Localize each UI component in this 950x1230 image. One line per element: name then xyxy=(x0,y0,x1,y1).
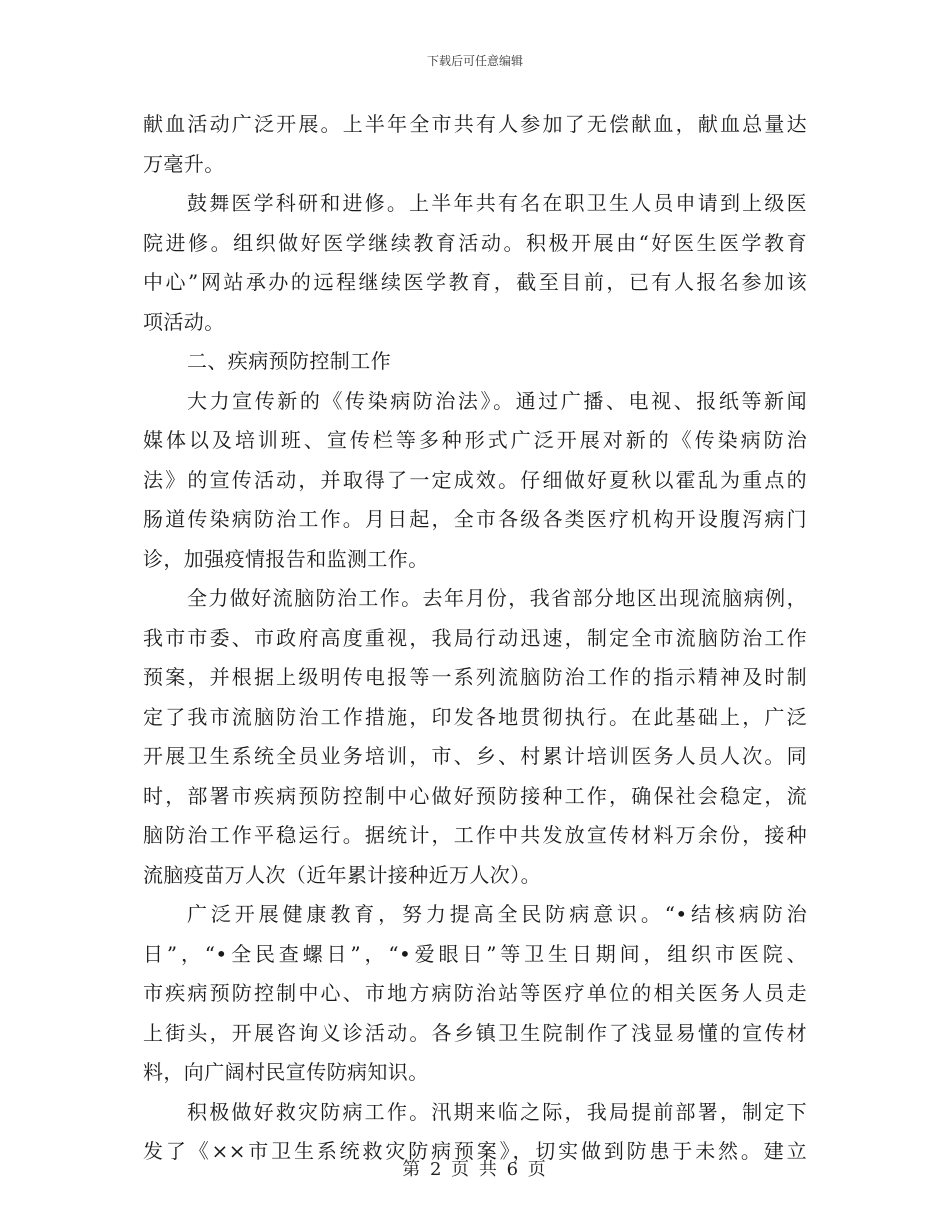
text-line: 流脑疫苗万人次（近年累计接种近万人次）。 xyxy=(143,862,541,887)
page-header: 下载后可任意编辑 xyxy=(426,54,523,68)
text-line: 媒体以及培训班、宣传栏等多种形式广泛开展对新的《传染病防治 xyxy=(143,428,807,452)
text-line: 开展卫生系统全员业务培训，市、乡、村累计培训医务人员人次。同 xyxy=(143,744,807,768)
text-line: 项活动。 xyxy=(143,309,225,334)
text-line: 法》的宣传活动，并取得了一定成效。仔细做好夏秋以霍乱为重点的 xyxy=(143,467,807,492)
text-line: 日”，“•全民查螺日”，“•爱眼日”等卫生日期间，组织市医院、 xyxy=(143,941,807,966)
text-line: 预案，并根据上级明传电报等一系列流脑防治工作的指示精神及时制 xyxy=(143,665,807,689)
text-line: 万毫升。 xyxy=(143,151,225,176)
text-line: 我市市委、市政府高度重视，我局行动迅速，制定全市流脑防治工作 xyxy=(143,625,807,650)
text-line: 鼓舞医学科研和进修。上半年共有名在职卫生人员申请到上级医 xyxy=(187,191,807,215)
text-line: 中心”网站承办的远程继续医学教育，截至目前，已有人报名参加该 xyxy=(143,270,807,294)
text-line: 肠道传染病防治工作。月日起，全市各级各类医疗机构开设腹泻病门 xyxy=(143,507,807,531)
text-line: 大力宣传新的《传染病防治法》。通过广播、电视、报纸等新闻 xyxy=(187,388,807,413)
text-line: 时，部署市疾病预防控制中心做好预防接种工作，确保社会稳定，流 xyxy=(143,783,807,808)
text-line: 定了我市流脑防治工作措施，印发各地贯彻执行。在此基础上，广泛 xyxy=(143,704,807,729)
text-line: 脑防治工作平稳运行。据统计，工作中共发放宣传材料万余份，接种 xyxy=(143,823,807,847)
text-line: 院进修。组织做好医学继续教育活动。积极开展由“好医生医学教育 xyxy=(143,230,807,255)
text-line: 献血活动广泛开展。上半年全市共有人参加了无偿献血，献血总量达 xyxy=(143,112,807,136)
document-body xyxy=(143,105,807,1172)
section-heading: 二、疾病预防控制工作 xyxy=(187,349,391,373)
text-line: 广泛开展健康教育，努力提高全民防病意识。“•结核病防治 xyxy=(187,902,807,926)
text-line: 发了《××市卫生系统救灾防病预案》，切实做到防患于未然。建立 xyxy=(143,1139,807,1163)
text-line: 料，向广阔村民宣传防病知识。 xyxy=(143,1060,429,1084)
page-footer: 第 2 页 共 6 页 xyxy=(402,1159,548,1180)
text-line: 全力做好流脑防治工作。去年月份，我省部分地区出现流脑病例， xyxy=(187,586,807,610)
text-line: 市疾病预防控制中心、市地方病防治站等医疗单位的相关医务人员走 xyxy=(143,981,807,1005)
text-line: 诊，加强疫情报告和监测工作。 xyxy=(143,546,429,571)
text-line: 上街头，开展咨询义诊活动。各乡镇卫生院制作了浅显易懂的宣传材 xyxy=(143,1020,807,1045)
text-line: 积极做好救灾防病工作。汛期来临之际，我局提前部署，制定下 xyxy=(187,1099,807,1124)
